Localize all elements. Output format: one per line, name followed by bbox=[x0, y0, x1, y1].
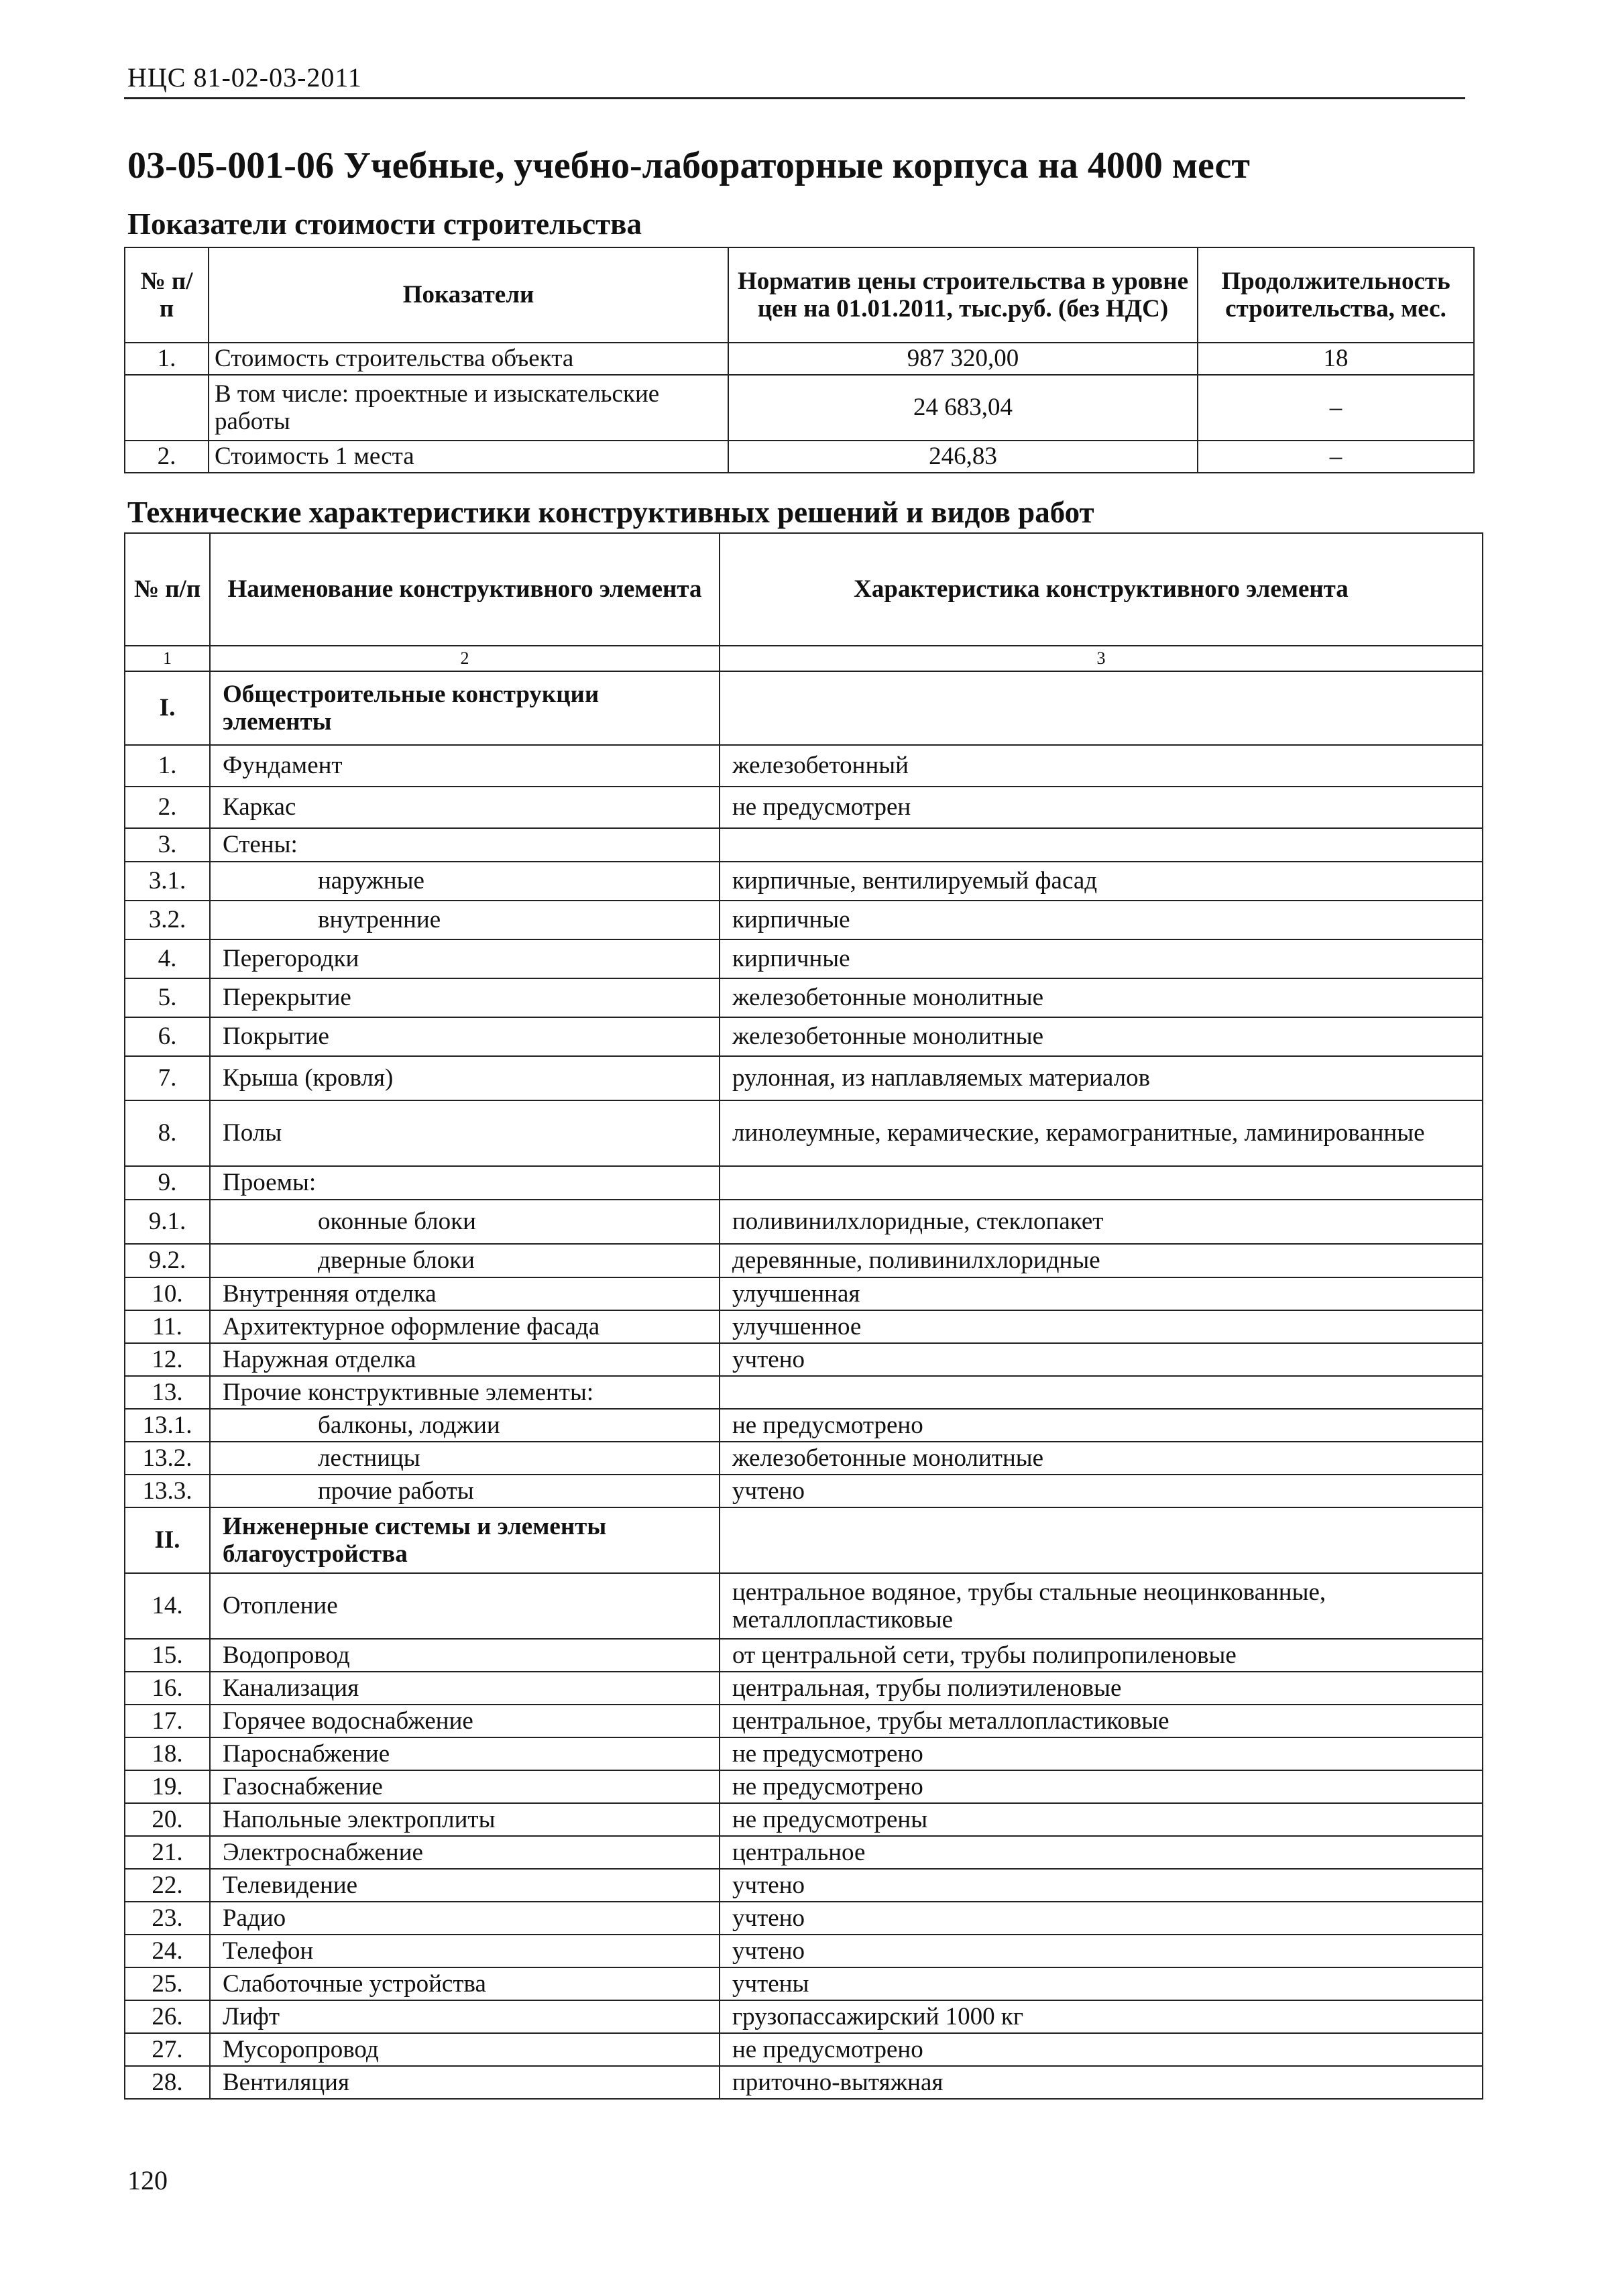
tech-row-element: Проемы: bbox=[210, 1166, 720, 1200]
tech-row-element: Телефон bbox=[210, 1935, 720, 1967]
tech-row-number: 9. bbox=[125, 1166, 210, 1200]
tech-row bbox=[125, 1056, 1483, 1100]
tech-row bbox=[125, 1573, 1483, 1639]
tech-row bbox=[125, 901, 1483, 939]
cost-col-duration: Продолжительность строительства, мес. bbox=[1198, 247, 1474, 343]
index-cell: 3 bbox=[720, 646, 1483, 671]
tech-row-number: II. bbox=[125, 1507, 210, 1573]
cost-row-duration: – bbox=[1198, 441, 1474, 473]
tech-row-number: 21. bbox=[125, 1836, 210, 1869]
tech-row bbox=[125, 1475, 1483, 1507]
tech-row-number: 2. bbox=[125, 787, 210, 828]
tech-row-element: Внутренняя отделка bbox=[210, 1277, 720, 1310]
tech-row bbox=[125, 1277, 1483, 1310]
tech-row-number: 9.2. bbox=[125, 1244, 210, 1277]
tech-row-element: Наружная отделка bbox=[210, 1343, 720, 1376]
tech-row-number: 6. bbox=[125, 1017, 210, 1056]
tech-row-characteristic: грузопассажирский 1000 кг bbox=[720, 2000, 1483, 2033]
tech-row-element: Фундамент bbox=[210, 745, 720, 787]
tech-row bbox=[125, 2066, 1483, 2099]
tech-row bbox=[125, 1200, 1483, 1244]
tech-row-number: 13.3. bbox=[125, 1475, 210, 1507]
tech-row-number: 19. bbox=[125, 1770, 210, 1803]
cost-section-title: Показатели стоимости строительства bbox=[127, 207, 642, 241]
tech-row bbox=[125, 1244, 1483, 1277]
tech-row-characteristic: деревянные, поливинилхлоридные bbox=[720, 1244, 1483, 1277]
tech-row-number: 12. bbox=[125, 1343, 210, 1376]
tech-row-characteristic: железобетонный bbox=[720, 745, 1483, 787]
cost-row bbox=[125, 375, 1474, 441]
tech-row-characteristic: приточно-вытяжная bbox=[720, 2066, 1483, 2099]
tech-row-number: I. bbox=[125, 671, 210, 745]
tech-row-element: балконы, лоджии bbox=[210, 1409, 720, 1442]
tech-row-characteristic: железобетонные монолитные bbox=[720, 1442, 1483, 1475]
tech-row-number: 13.1. bbox=[125, 1409, 210, 1442]
tech-table bbox=[124, 532, 1483, 2100]
tech-row-number: 3.2. bbox=[125, 901, 210, 939]
tech-row-number: 3. bbox=[125, 828, 210, 862]
tech-row-number: 7. bbox=[125, 1056, 210, 1100]
tech-row bbox=[125, 1376, 1483, 1409]
tech-row bbox=[125, 2033, 1483, 2066]
tech-row-characteristic bbox=[720, 828, 1483, 862]
tech-row-element: Общестроительные конструкции элементы bbox=[210, 671, 720, 745]
tech-row-number: 5. bbox=[125, 978, 210, 1017]
tech-row-characteristic bbox=[720, 671, 1483, 745]
tech-row bbox=[125, 1902, 1483, 1935]
tech-row-element: прочие работы bbox=[210, 1475, 720, 1507]
tech-row-element: Инженерные системы и элементы благоустройства bbox=[210, 1507, 720, 1573]
tech-row-characteristic: не предусмотрен bbox=[720, 787, 1483, 828]
tech-row bbox=[125, 862, 1483, 901]
tech-row-element: Стены: bbox=[210, 828, 720, 862]
tech-row bbox=[125, 1409, 1483, 1442]
tech-row-characteristic: кирпичные, вентилируемый фасад bbox=[720, 862, 1483, 901]
tech-row-element: Электроснабжение bbox=[210, 1836, 720, 1869]
tech-section-row bbox=[125, 1507, 1483, 1573]
tech-row-number: 14. bbox=[125, 1573, 210, 1639]
tech-row bbox=[125, 1770, 1483, 1803]
tech-col-element: Наименование конструктивного элемента bbox=[210, 533, 720, 646]
cost-row-number bbox=[125, 375, 209, 441]
tech-row-number: 16. bbox=[125, 1672, 210, 1705]
cost-row-price: 246,83 bbox=[728, 441, 1198, 473]
tech-col-number: № п/п bbox=[125, 533, 210, 646]
tech-row-number: 11. bbox=[125, 1310, 210, 1343]
tech-row-element: Радио bbox=[210, 1902, 720, 1935]
tech-row-characteristic: центральное, трубы металлопластиковые bbox=[720, 1705, 1483, 1737]
tech-row-characteristic: улучшенное bbox=[720, 1310, 1483, 1343]
cost-col-indicator: Показатели bbox=[209, 247, 728, 343]
tech-row-characteristic: не предусмотрено bbox=[720, 1737, 1483, 1770]
tech-row-element: Канализация bbox=[210, 1672, 720, 1705]
tech-row bbox=[125, 1672, 1483, 1705]
tech-row-characteristic: не предусмотрены bbox=[720, 1803, 1483, 1836]
tech-row bbox=[125, 1343, 1483, 1376]
header-rule bbox=[124, 97, 1465, 99]
tech-row bbox=[125, 1737, 1483, 1770]
tech-row-number: 4. bbox=[125, 939, 210, 978]
tech-row bbox=[125, 787, 1483, 828]
tech-row bbox=[125, 939, 1483, 978]
tech-row-element: Горячее водоснабжение bbox=[210, 1705, 720, 1737]
tech-section-title: Технические характеристики конструктивных решений и видов работ bbox=[127, 496, 1094, 529]
tech-row bbox=[125, 1310, 1483, 1343]
tech-row bbox=[125, 828, 1483, 862]
tech-row bbox=[125, 2000, 1483, 2033]
tech-row bbox=[125, 1017, 1483, 1056]
cost-row bbox=[125, 343, 1474, 375]
tech-row-element: Мусоропровод bbox=[210, 2033, 720, 2066]
tech-row-number: 1. bbox=[125, 745, 210, 787]
document-title: 03-05-001-06 Учебные, учебно-лабораторные корпуса на 4000 мест bbox=[127, 145, 1250, 186]
tech-row-characteristic: центральное bbox=[720, 1836, 1483, 1869]
tech-row-element: Отопление bbox=[210, 1573, 720, 1639]
cost-row bbox=[125, 441, 1474, 473]
tech-row-element: Лифт bbox=[210, 2000, 720, 2033]
tech-row-number: 22. bbox=[125, 1869, 210, 1902]
tech-row-number: 17. bbox=[125, 1705, 210, 1737]
cost-row-duration: – bbox=[1198, 375, 1474, 441]
tech-row-characteristic: железобетонные монолитные bbox=[720, 978, 1483, 1017]
cost-table bbox=[124, 247, 1475, 473]
tech-row-element: Газоснабжение bbox=[210, 1770, 720, 1803]
tech-row-number: 13.2. bbox=[125, 1442, 210, 1475]
tech-row-element: дверные блоки bbox=[210, 1244, 720, 1277]
cost-row-name: Стоимость строительства объекта bbox=[209, 343, 728, 375]
tech-row-element: Перекрытие bbox=[210, 978, 720, 1017]
tech-row-characteristic: железобетонные монолитные bbox=[720, 1017, 1483, 1056]
tech-row-number: 27. bbox=[125, 2033, 210, 2066]
cost-row-name: В том числе: проектные и изыскательские работы bbox=[209, 375, 728, 441]
tech-row-characteristic: центральное водяное, трубы стальные неоцинкованные, металлопластиковые bbox=[720, 1573, 1483, 1639]
tech-col-characteristic: Характеристика конструктивного элемента bbox=[720, 533, 1483, 646]
tech-row-characteristic: кирпичные bbox=[720, 901, 1483, 939]
tech-row-element: наружные bbox=[210, 862, 720, 901]
tech-row-element: Водопровод bbox=[210, 1639, 720, 1672]
tech-row bbox=[125, 1836, 1483, 1869]
tech-row-characteristic: поливинилхлоридные, стеклопакет bbox=[720, 1200, 1483, 1244]
tech-row-characteristic: не предусмотрено bbox=[720, 1770, 1483, 1803]
tech-row-element: внутренние bbox=[210, 901, 720, 939]
tech-row-number: 8. bbox=[125, 1100, 210, 1166]
tech-row-number: 20. bbox=[125, 1803, 210, 1836]
tech-row-element: Перегородки bbox=[210, 939, 720, 978]
tech-row bbox=[125, 978, 1483, 1017]
cost-col-number: № п/п bbox=[125, 247, 209, 343]
tech-row-characteristic: учтено bbox=[720, 1869, 1483, 1902]
tech-row-number: 28. bbox=[125, 2066, 210, 2099]
cost-row-price: 987 320,00 bbox=[728, 343, 1198, 375]
tech-row-element: Вентиляция bbox=[210, 2066, 720, 2099]
cost-row-name: Стоимость 1 места bbox=[209, 441, 728, 473]
tech-row-element: Прочие конструктивные элементы: bbox=[210, 1376, 720, 1409]
tech-row-element: лестницы bbox=[210, 1442, 720, 1475]
tech-row-number: 23. bbox=[125, 1902, 210, 1935]
tech-row-number: 18. bbox=[125, 1737, 210, 1770]
tech-row-element: Архитектурное оформление фасада bbox=[210, 1310, 720, 1343]
tech-row bbox=[125, 1869, 1483, 1902]
tech-row-element: Пароснабжение bbox=[210, 1737, 720, 1770]
tech-row-characteristic: центральная, трубы полиэтиленовые bbox=[720, 1672, 1483, 1705]
tech-row bbox=[125, 1803, 1483, 1836]
tech-row bbox=[125, 1166, 1483, 1200]
tech-row bbox=[125, 1705, 1483, 1737]
tech-row-element: Каркас bbox=[210, 787, 720, 828]
tech-row bbox=[125, 1935, 1483, 1967]
index-cell: 1 bbox=[125, 646, 210, 671]
tech-row-characteristic: не предусмотрено bbox=[720, 1409, 1483, 1442]
tech-row-characteristic: кирпичные bbox=[720, 939, 1483, 978]
tech-row-number: 15. bbox=[125, 1639, 210, 1672]
tech-row bbox=[125, 1639, 1483, 1672]
tech-row-characteristic: линолеумные, керамические, керамогранитные, ламинированные bbox=[720, 1100, 1483, 1166]
tech-row-element: Крыша (кровля) bbox=[210, 1056, 720, 1100]
tech-row-characteristic: рулонная, из наплавляемых материалов bbox=[720, 1056, 1483, 1100]
tech-row-number: 13. bbox=[125, 1376, 210, 1409]
tech-row-characteristic: учтено bbox=[720, 1902, 1483, 1935]
tech-row-characteristic: учтены bbox=[720, 1967, 1483, 2000]
tech-section-row bbox=[125, 671, 1483, 745]
tech-row-characteristic bbox=[720, 1376, 1483, 1409]
tech-row-number: 10. bbox=[125, 1277, 210, 1310]
tech-row-characteristic: не предусмотрено bbox=[720, 2033, 1483, 2066]
tech-row-characteristic: от центральной сети, трубы полипропиленовые bbox=[720, 1639, 1483, 1672]
tech-row-element: Покрытие bbox=[210, 1017, 720, 1056]
document-code: НЦС 81-02-03-2011 bbox=[127, 62, 362, 93]
cost-row-duration: 18 bbox=[1198, 343, 1474, 375]
tech-row-element: оконные блоки bbox=[210, 1200, 720, 1244]
tech-row-number: 9.1. bbox=[125, 1200, 210, 1244]
tech-row-characteristic: учтено bbox=[720, 1343, 1483, 1376]
tech-row-element: Напольные электроплиты bbox=[210, 1803, 720, 1836]
tech-row-characteristic bbox=[720, 1507, 1483, 1573]
tech-row-element: Полы bbox=[210, 1100, 720, 1166]
tech-row bbox=[125, 1100, 1483, 1166]
tech-row-element: Слаботочные устройства bbox=[210, 1967, 720, 2000]
tech-row-characteristic bbox=[720, 1166, 1483, 1200]
tech-row bbox=[125, 745, 1483, 787]
cost-row-number: 1. bbox=[125, 343, 209, 375]
tech-row bbox=[125, 1442, 1483, 1475]
cost-col-price: Норматив цены строительства в уровне цен на 01.01.2011, тыс.руб. (без НДС) bbox=[728, 247, 1198, 343]
tech-row-characteristic: улучшенная bbox=[720, 1277, 1483, 1310]
tech-row-number: 26. bbox=[125, 2000, 210, 2033]
page-number: 120 bbox=[127, 2165, 168, 2195]
tech-row-number: 25. bbox=[125, 1967, 210, 2000]
cost-row-price: 24 683,04 bbox=[728, 375, 1198, 441]
tech-row-element: Телевидение bbox=[210, 1869, 720, 1902]
tech-row bbox=[125, 1967, 1483, 2000]
tech-row-characteristic: учтено bbox=[720, 1935, 1483, 1967]
tech-row-characteristic: учтено bbox=[720, 1475, 1483, 1507]
index-cell: 2 bbox=[210, 646, 720, 671]
tech-row-number: 24. bbox=[125, 1935, 210, 1967]
cost-row-number: 2. bbox=[125, 441, 209, 473]
tech-row-number: 3.1. bbox=[125, 862, 210, 901]
